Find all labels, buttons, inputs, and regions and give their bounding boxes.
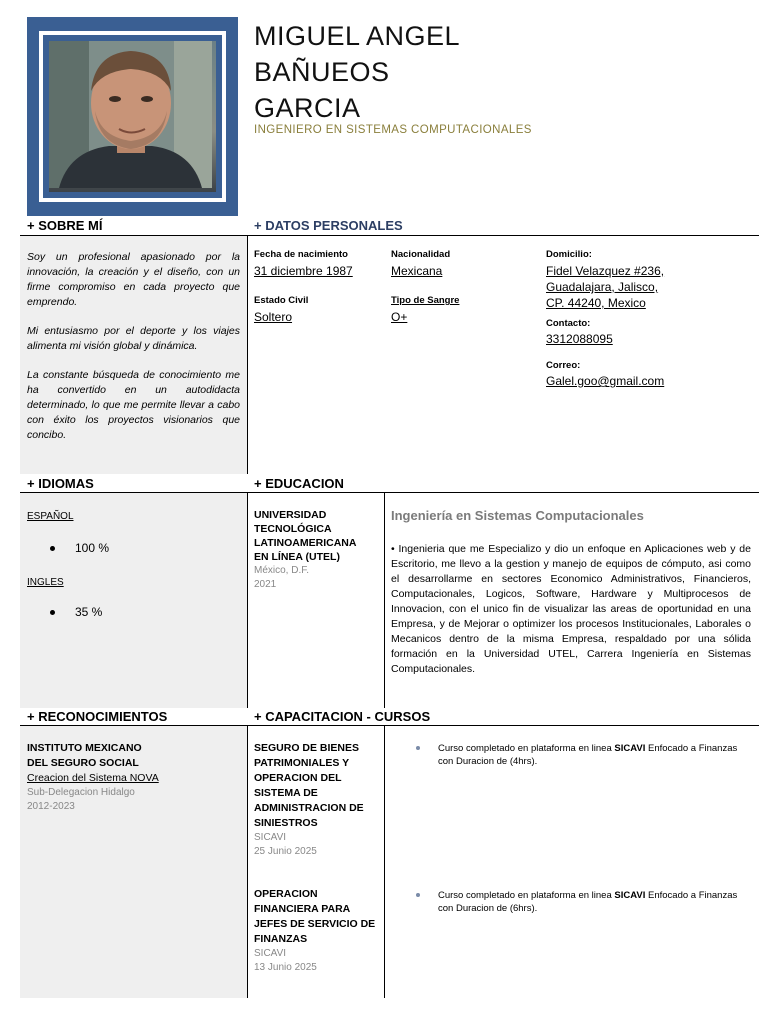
email-label: Correo: (546, 360, 581, 371)
divider (247, 236, 248, 474)
divider (247, 493, 248, 708)
degree-title: Ingeniería en Sistemas Computacionales (391, 508, 644, 523)
address-label: Domicilio: (546, 249, 592, 260)
course-entry (254, 741, 382, 859)
course-title-line: SISTEMA DE (254, 787, 318, 799)
name-line-1: MIGUEL ANGEL (254, 21, 461, 51)
recognition-years: 2012-2023 (27, 801, 75, 812)
civil-status-label: Estado Civil (254, 295, 309, 306)
birth-value: 31 diciembre 1987 (254, 264, 353, 278)
section-recognitions-title: + RECONOCIMIENTOS (27, 709, 168, 724)
recognition-title: INSTITUTO MEXICANO (27, 742, 142, 754)
bullet-icon (416, 893, 420, 897)
about-paragraph: La constante búsqueda de conocimiento me ha convertido en un autodidacta determinado, lo que me permite llevar a cabo con éxito los proyectos visionarios que concibo. (27, 369, 240, 441)
divider (20, 235, 759, 236)
institution-line: EN LÍNEA (UTEL) (254, 551, 340, 563)
job-title: INGENIERO EN SISTEMAS COMPUTACIONALES (254, 124, 532, 136)
course-provider: SICAVI (254, 948, 287, 959)
course-desc-text: Enfocado a Finanzas con Duracion de (4hrs). (438, 743, 738, 767)
institution-line: UNIVERSIDAD (254, 509, 327, 521)
course-date: 25 Junio 2025 (254, 846, 317, 857)
course-title-line: JEFES DE SERVICIO DE (254, 918, 376, 930)
divider (384, 493, 385, 708)
course-title-line: OPERACION DEL (254, 772, 342, 784)
nationality-value: Mexicana (391, 264, 443, 278)
email-value[interactable]: Galel.goo@gmail.com (546, 374, 665, 388)
languages-background (20, 493, 247, 708)
course-provider: SICAVI (254, 832, 287, 843)
address-line-1: Fidel Velazquez #236, (546, 264, 665, 278)
contact-label: Contacto: (546, 318, 591, 329)
course-desc-text: Curso completado en plataforma en linea (438, 890, 615, 901)
blood-type-label: Tipo de Sangre (391, 295, 460, 306)
civil-status-value: Soltero (254, 310, 293, 324)
divider (247, 726, 248, 998)
course-description (438, 742, 738, 768)
course-description (438, 889, 738, 915)
course-desc-text: Curso completado en plataforma en linea (438, 743, 615, 754)
section-languages-title: + IDIOMAS (27, 476, 94, 491)
education-location: México, D.F. (254, 565, 310, 576)
bullet-icon (50, 546, 55, 551)
profile-photo-border (39, 31, 226, 202)
birth-label: Fecha de nacimiento (254, 249, 348, 260)
about-paragraph: Soy un profesional apasionado por la innovación, la creación y el diseño, con un firme compromiso en cada proyecto que emprendo. (27, 251, 240, 308)
section-training-title: + CAPACITACION - CURSOS (254, 709, 431, 724)
full-name (254, 18, 734, 126)
profile-photo-frame (27, 17, 238, 216)
course-title-line: ADMINISTRACION DE (254, 802, 364, 814)
institution-line: LATINOAMERICANA (254, 537, 357, 549)
about-text (27, 250, 240, 457)
about-paragraph: Mi entusiasmo por el deporte y los viajes alimenta mi visión global y dinámica. (27, 325, 240, 352)
course-title-line: OPERACION (254, 888, 318, 900)
blood-type-value: O+ (391, 310, 408, 324)
degree-description: • Ingenieria que me Especializo y dio un enfoque en Aplicaciones web y de Escritorio, me llevo a la gestion y manejo de equipos de cómputo, asi como el desarrollarme en sectores Economico Administrativos, Financieros, Computacionales, Logicos, Software, Hardware y Multiprocesos de Innovacion, con el unico fin de visualizar las areas de oportunidad en una Empresa, y de Mejorar o optimizer los procesos Institucionales, Laborales o Mecanicos dentro de la misma Empresa, respaldado por una sólida formación en la Universidad UTEL, Carrera Ingeniería en Sistemas Computacionales. (391, 543, 751, 675)
recognition-subtitle: Creacion del Sistema NOVA (27, 772, 159, 784)
divider (20, 492, 759, 493)
recognition-title: DEL SEGURO SOCIAL (27, 757, 139, 769)
name-line-3: GARCIA (254, 93, 361, 123)
section-personal-title: + DATOS PERSONALES (254, 218, 403, 233)
course-date: 13 Junio 2025 (254, 962, 317, 973)
address-line-3: CP. 44240, Mexico (546, 296, 646, 310)
contact-value[interactable]: 3312088095 (546, 332, 613, 346)
address-line-2: Guadalajara, Jalisco, (546, 280, 659, 294)
course-desc-text: Enfocado a Finanzas con Duracion de (6hrs). (438, 890, 738, 914)
course-title-line: SINIESTROS (254, 817, 318, 829)
course-desc-provider: SICAVI (614, 743, 646, 754)
language-name: ESPAÑOL (27, 511, 74, 522)
name-line-2: BAÑUEOS (254, 57, 390, 87)
course-title-line: FINANCIERA PARA (254, 903, 351, 915)
language-level-text: 100 % (75, 541, 110, 555)
education-year: 2021 (254, 579, 277, 590)
language-name: INGLES (27, 577, 64, 588)
course-entry (254, 887, 382, 975)
education-institution (254, 508, 382, 592)
language-level (50, 541, 109, 555)
divider (20, 725, 759, 726)
bullet-icon (50, 610, 55, 615)
section-education-title: + EDUCACION (254, 476, 344, 491)
profile-photo (49, 41, 216, 192)
recognition-entry (27, 741, 242, 814)
institution-line: TECNOLÓGICA (254, 523, 332, 535)
language-level-text: 35 % (75, 605, 103, 619)
section-about-title: + SOBRE MÍ (27, 218, 103, 233)
bullet-icon (416, 746, 420, 750)
course-title-line: FINANZAS (254, 933, 308, 945)
recognition-unit: Sub-Delegacion Hidalgo (27, 787, 135, 798)
divider (384, 726, 385, 998)
nationality-label: Nacionalidad (391, 249, 451, 260)
course-title-line: PATRIMONIALES Y (254, 757, 350, 769)
profile-photo-icon (49, 41, 212, 188)
language-level (50, 605, 102, 619)
course-desc-provider: SICAVI (614, 890, 646, 901)
course-title-line: SEGURO DE BIENES (254, 742, 360, 754)
